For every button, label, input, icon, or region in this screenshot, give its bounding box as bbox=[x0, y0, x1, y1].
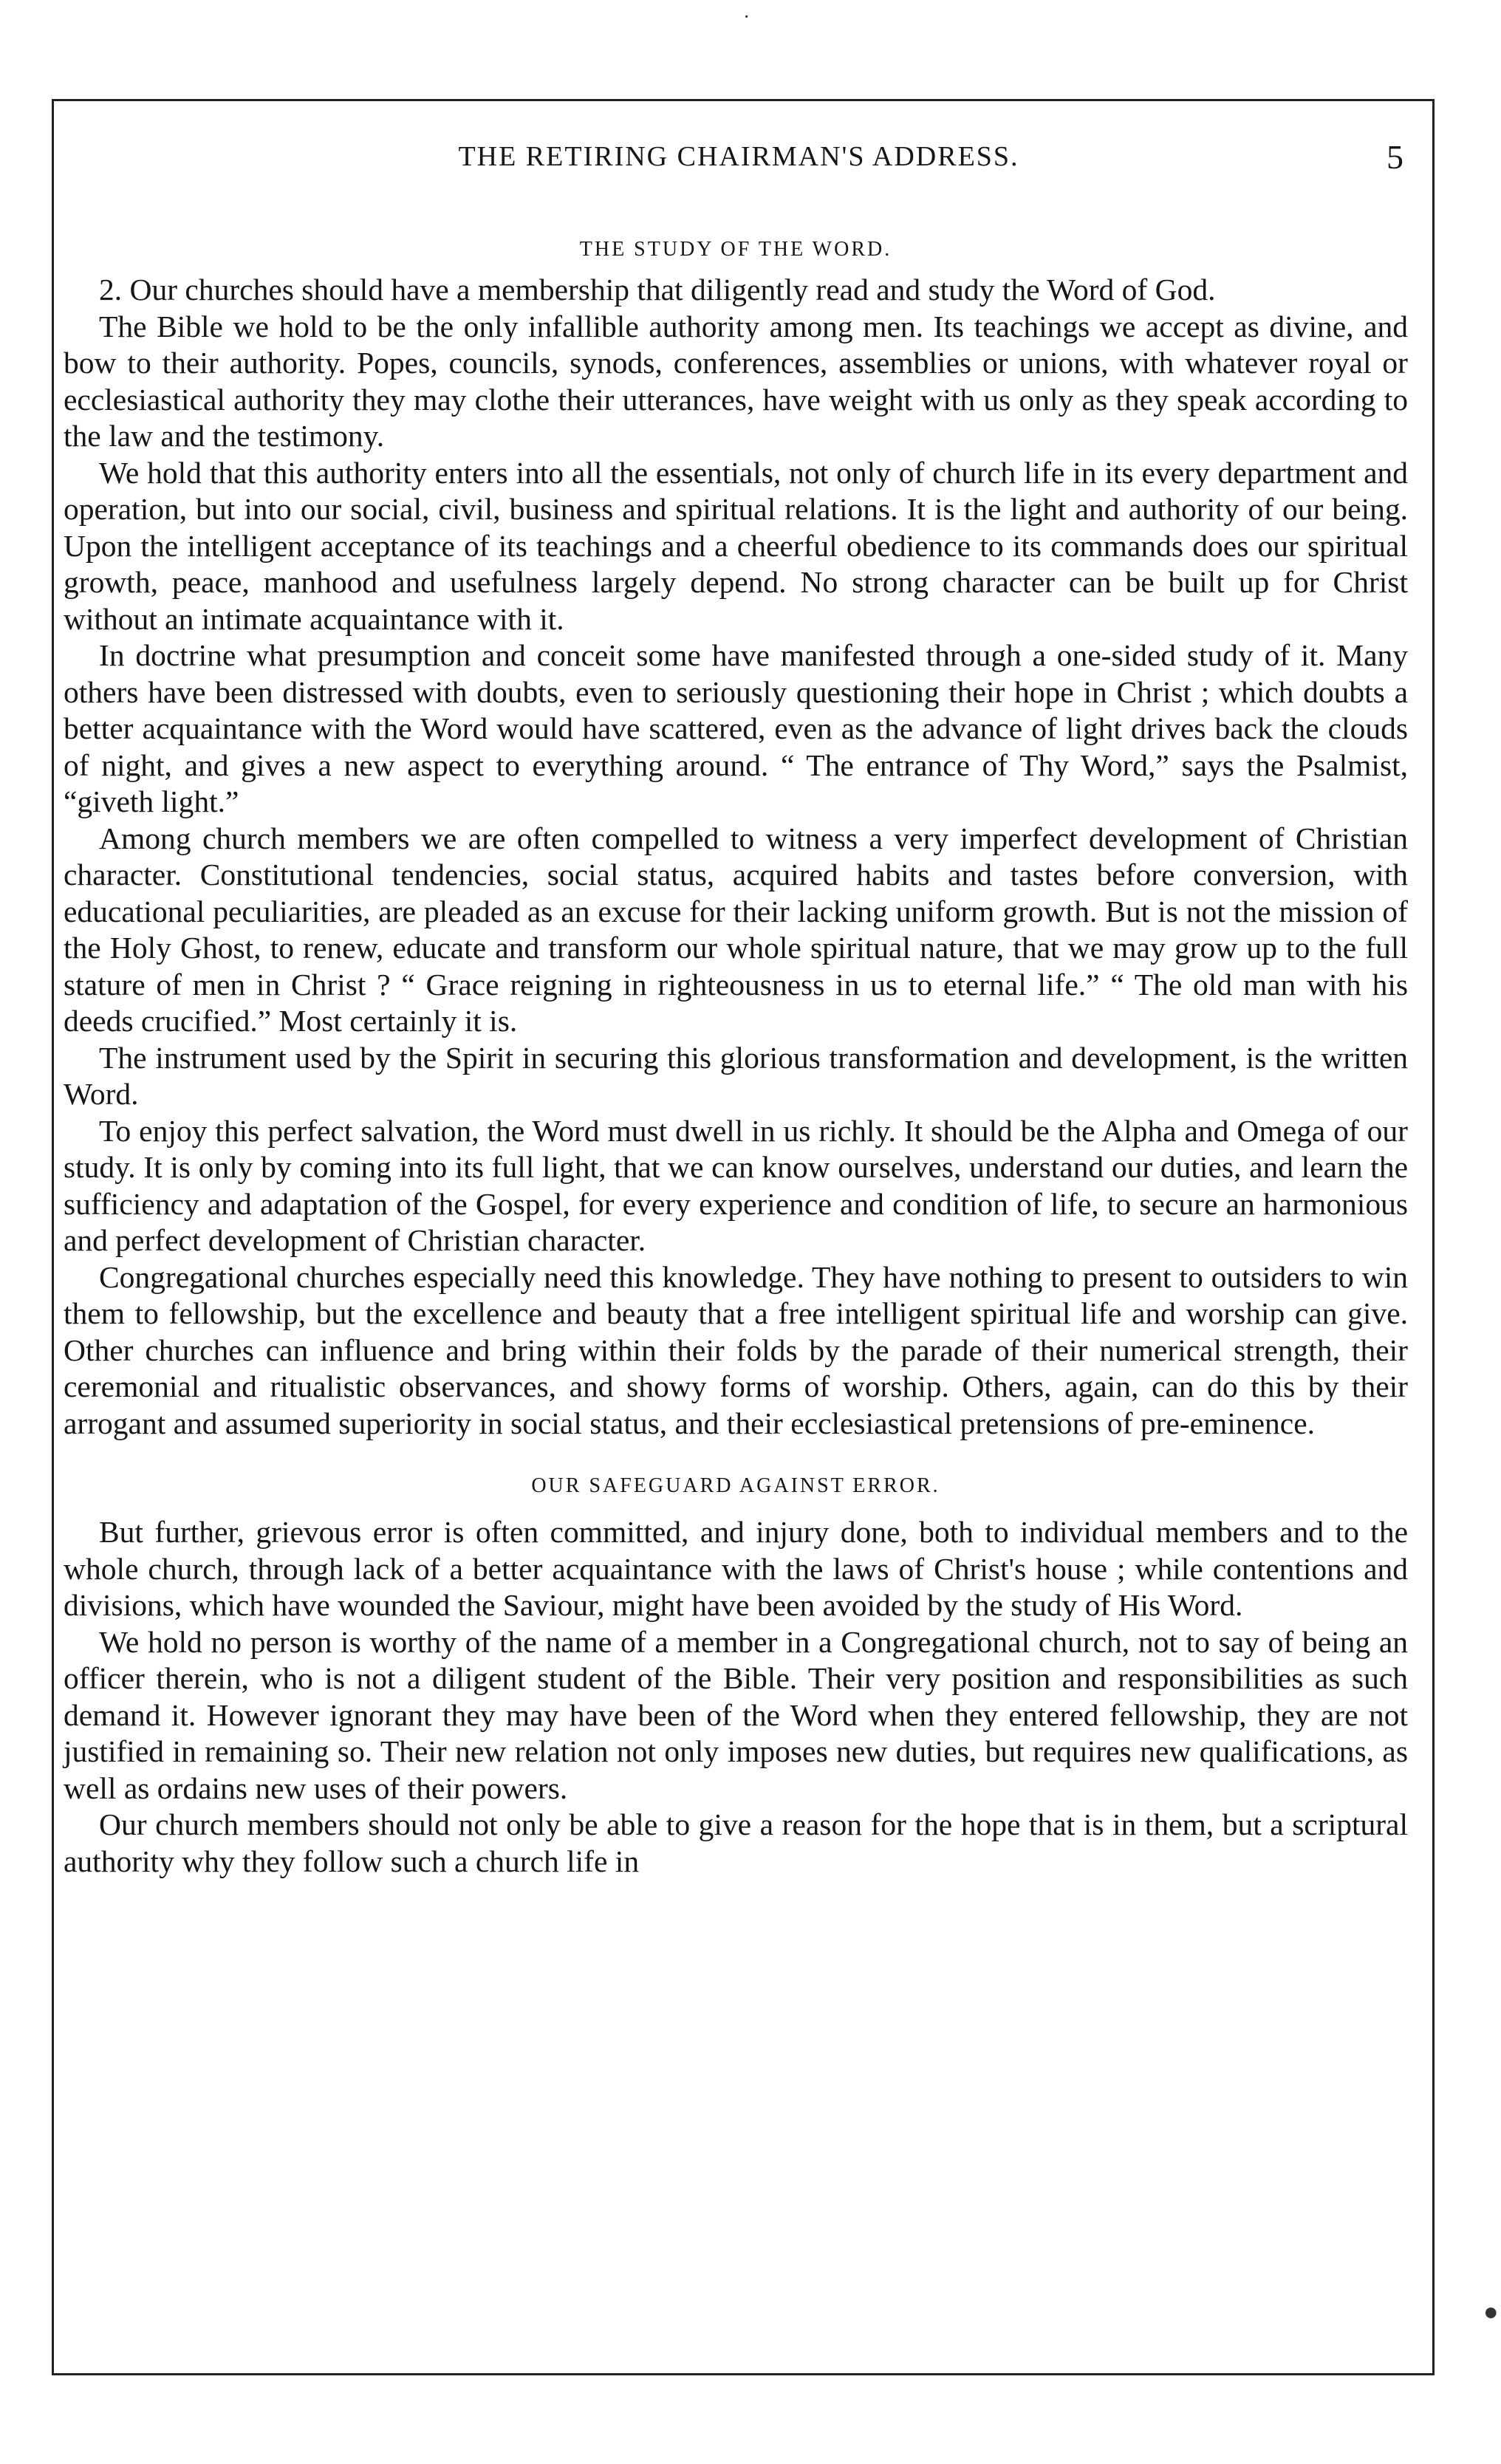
paragraph: To enjoy this perfect salvation, the Word must dwell in us richly. It should be the Alpha and Omega of our study. It is only by coming into its full light, that we can know ourselves, understand our duties, and learn the sufficiency and adaptation of the Gospel, for every experience and condition of life, to secure an harmonious and perfect development of Christian character. bbox=[64, 1113, 1408, 1257]
paragraph: The instrument used by the Spirit in securing this glorious transformation and development, is the written Word. bbox=[64, 1040, 1408, 1111]
page-number: 5 bbox=[1387, 138, 1403, 176]
paragraph: Among church members we are often compelled to witness a very imperfect development of Christian character. Constitutional tendencies, social status, acquired habits and tastes before conversion, with educational peculiarities, are pleaded as an excuse for their lacking uniform growth. But is not the mission of the Holy Ghost, to renew, educate and transform our whole spiritual nature, that we may grow up to the full stature of men in Christ ? “ Grace reigning in righteousness in us to eternal life.” “ The old man with his deeds crucified.” Most certainly it is. bbox=[64, 821, 1408, 1038]
paragraph: Our church members should not only be able to give a reason for the hope that is in them, but a scriptural authority why they follow such a church life in bbox=[64, 1807, 1408, 1878]
stray-dot-mark: · bbox=[743, 6, 750, 29]
paragraph: But further, grievous error is often committed, and injury done, both to individual members and to the whole church, through lack of a better acquaintance with the laws of Christ's house ; while contentions and divisions, which have wounded the Saviour, might have been avoided by the study of His Word. bbox=[64, 1515, 1408, 1622]
paragraph: 2. Our churches should have a membership that diligently read and study the Word of God. bbox=[99, 273, 1216, 307]
running-title: THE RETIRING CHAIRMAN'S ADDRESS. bbox=[458, 141, 1019, 172]
page-header bbox=[52, 140, 1426, 185]
section-heading-study-of-the-word: THE STUDY OF THE WORD. bbox=[579, 238, 892, 261]
paragraph: In doctrine what presumption and conceit some have manifested through a one-sided study of it. Many others have been distressed with doubts, even to seriously questioning their hope in Christ ; which doubts a better acquaintance with the Word would have scattered, even as the advance of light drives back the clouds of night, and gives a new aspect to everything around. “ The entrance of Thy Word,” says the Psalmist, “giveth light.” bbox=[64, 638, 1408, 818]
section-heading-safeguard-against-error: OUR SAFEGUARD AGAINST ERROR. bbox=[531, 1474, 940, 1497]
paragraph: Congregational churches especially need this knowledge. They have nothing to present to outsiders to win them to fellowship, but the excellence and beauty that a free intelligent spiritual life and worship can give. Other churches can influence and bring within their folds by the parade of their numerical strength, their ceremonial and ritualistic observances, and showy forms of worship. Others, again, can do this by their arrogant and assumed superiority in social status, and their ecclesiastical pretensions of pre-eminence. bbox=[64, 1259, 1408, 1440]
article-body bbox=[64, 238, 1408, 1880]
paragraph: The Bible we hold to be the only infallible authority among men. Its teachings we accept as divine, and bow to their authority. Popes, councils, synods, conferences, assemblies or unions, with whatever royal or ecclesiastical authority they may clothe their utterances, have weight with us only as they speak according to the law and the testimony. bbox=[64, 309, 1408, 453]
margin-bullet-mark: ● bbox=[1483, 2299, 1499, 2326]
paragraph: We hold no person is worthy of the name of a member in a Congregational church, not to say of being an officer therein, who is not a diligent student of the Bible. Their very position and responsibilities as such demand it. However ignorant they may have been of the Word when they entered fellowship, they are not justified in remaining so. Their new relation not only imposes new duties, but requires new qualifications, as well as ordains new uses of their powers. bbox=[64, 1624, 1408, 1805]
paragraph: We hold that this authority enters into all the essentials, not only of church life in its every department and operation, but into our social, civil, business and spiritual relations. It is the light and authority of our being. Upon the intelligent acceptance of its teachings and a cheerful obedience to its commands does our spiritual growth, peace, manhood and usefulness largely depend. No strong character can be built up for Christ without an intimate acquaintance with it. bbox=[64, 455, 1408, 636]
